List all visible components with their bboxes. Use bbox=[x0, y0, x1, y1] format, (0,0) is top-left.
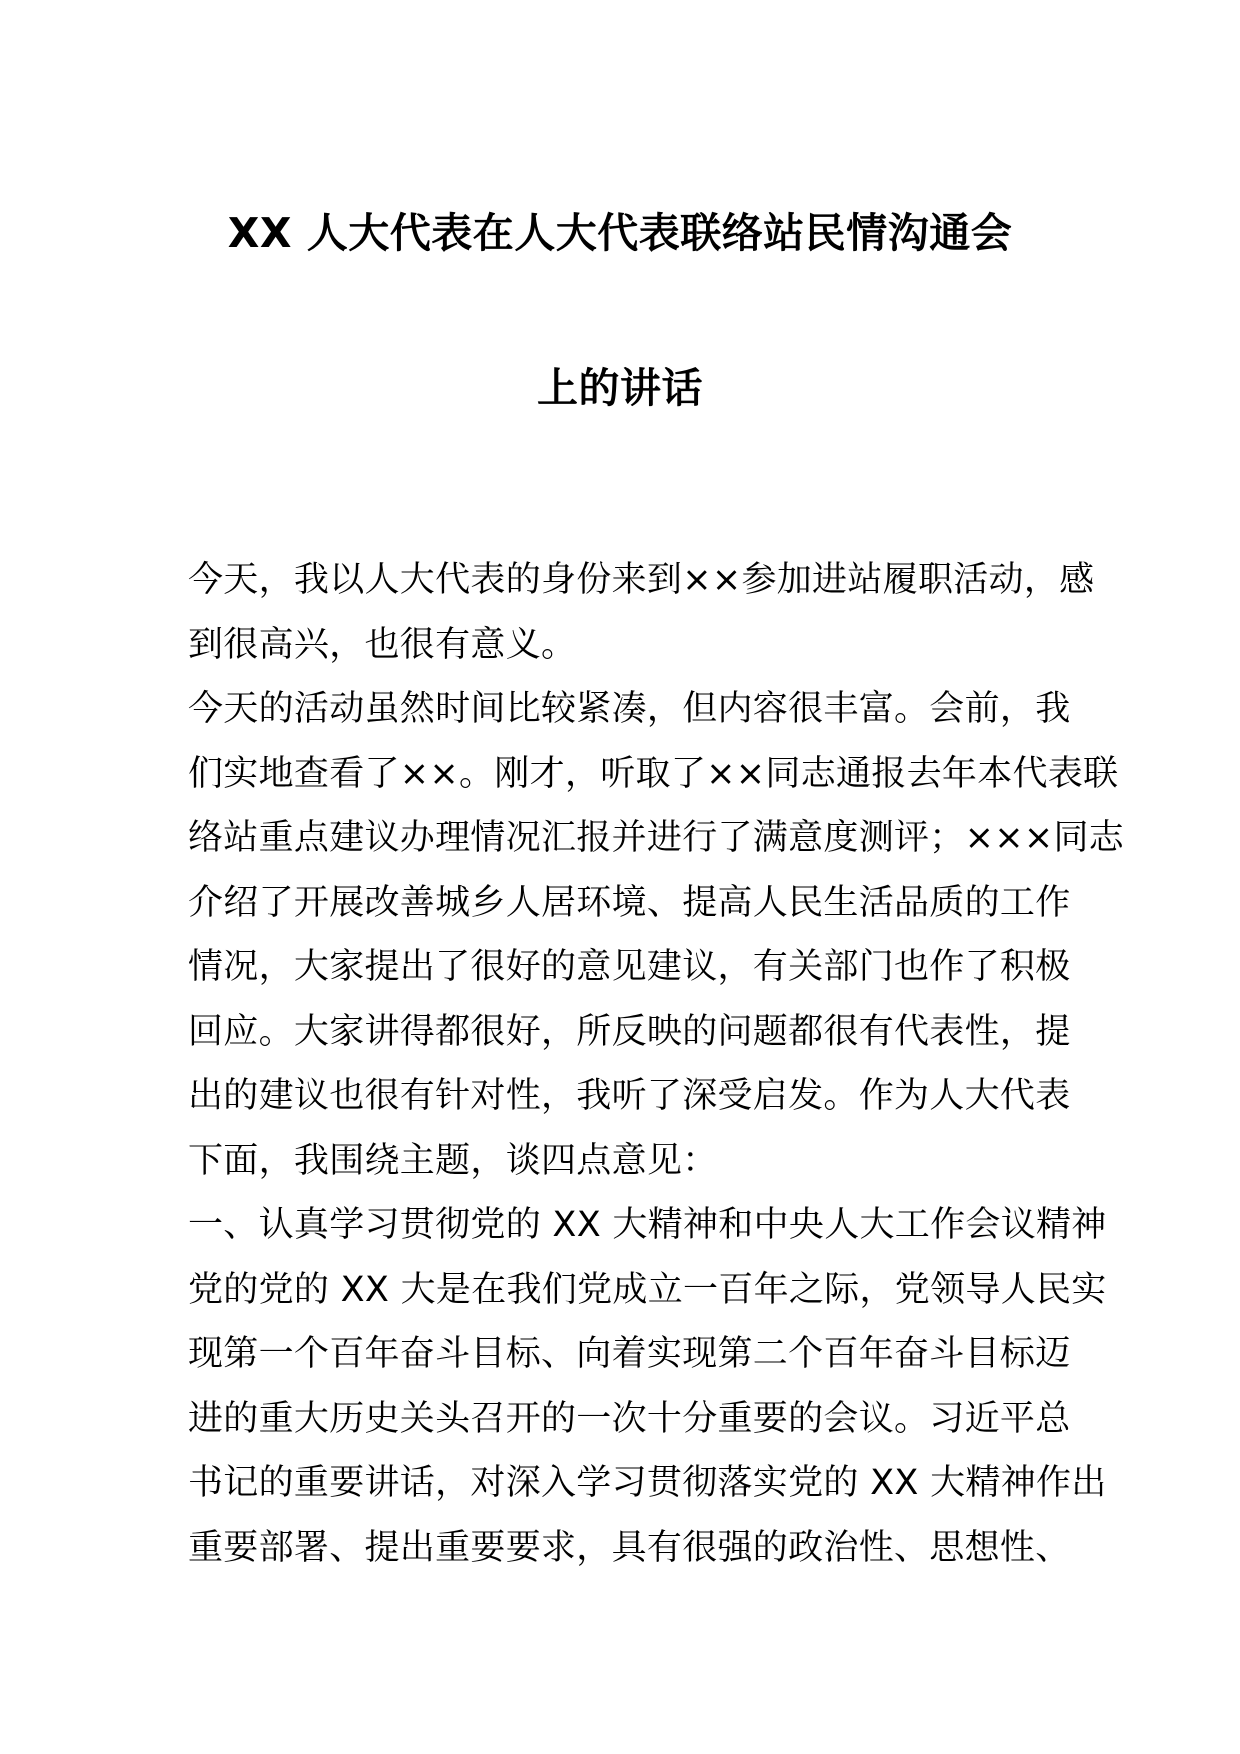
body-line: 重要部署、提出重要要求，具有很强的政治性、思想性、 bbox=[188, 1527, 1071, 1568]
body-line: 今天，我以人大代表的身份来到××参加进站履职活动，感 bbox=[188, 560, 1095, 600]
body-line: 们实地查看了××。刚才，听取了××同志通报去年本代表联 bbox=[188, 753, 1119, 794]
body-line: 下面，我围绕主题，谈四点意见： bbox=[188, 1140, 718, 1181]
body-line: 出的建议也很有针对性，我听了深受启发。作为人大代表 bbox=[188, 1076, 1071, 1116]
body-line: 回应。大家讲得都很好，所反映的问题都很有代表性，提 bbox=[188, 1011, 1071, 1052]
body-line: 党的党的 XX 大是在我们党成立一百年之际，党领导人民实 bbox=[188, 1269, 1107, 1310]
body-line: 进的重大历史关头召开的一次十分重要的会议。习近平总 bbox=[188, 1398, 1071, 1439]
body-line: 络站重点建议办理情况汇报并进行了满意度测评；×××同志 bbox=[188, 818, 1125, 858]
body-line: 到很高兴，也很有意义。 bbox=[188, 624, 577, 665]
body-line: 情况，大家提出了很好的意见建议，有关部门也作了积极 bbox=[188, 947, 1071, 987]
body-line: 介绍了开展改善城乡人居环境、提高人民生活品质的工作 bbox=[188, 882, 1071, 923]
document-title-line-2: 上的讲话 bbox=[537, 364, 703, 412]
section-heading-1: 一、认真学习贯彻党的 XX 大精神和中央人大工作会议精神 bbox=[188, 1205, 1107, 1245]
body-line: 今天的活动虽然时间比较紧凑，但内容很丰富。会前，我 bbox=[188, 689, 1071, 729]
document-title-line-1: XX 人大代表在人大代表联络站民情沟通会 bbox=[227, 209, 1013, 257]
document-body bbox=[188, 548, 1125, 1580]
body-line: 书记的重要讲话，对深入学习贯彻落实党的 XX 大精神作出 bbox=[188, 1463, 1107, 1503]
body-line: 现第一个百年奋斗目标、向着实现第二个百年奋斗目标迈 bbox=[188, 1334, 1071, 1374]
